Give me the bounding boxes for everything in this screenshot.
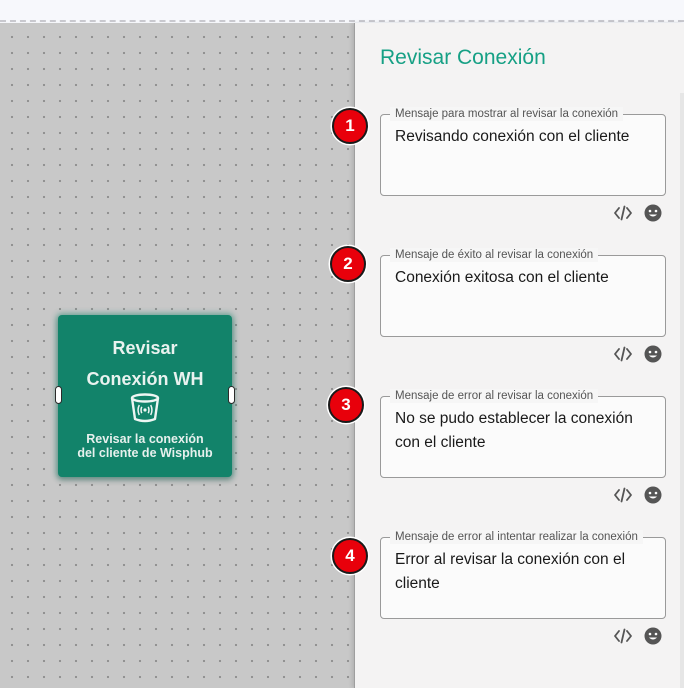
field-value[interactable]: Conexión exitosa con el cliente	[395, 269, 609, 286]
step-badge-2: 2	[330, 246, 366, 282]
field-value[interactable]: No se pudo establecer la conexión con el cliente	[395, 410, 633, 451]
emoji-icon[interactable]	[644, 627, 662, 645]
node-desc-line1: Revisar la conexión	[86, 432, 204, 446]
settings-panel	[341, 23, 684, 688]
step-badge-4: 4	[332, 538, 368, 574]
emoji-icon[interactable]	[644, 345, 662, 363]
message-field-attempt-error	[380, 530, 666, 619]
step-badge-3: 3	[328, 387, 364, 423]
emoji-icon[interactable]	[644, 486, 662, 504]
node-title	[58, 333, 232, 395]
message-field-success	[380, 248, 666, 337]
field-label: Mensaje de error al intentar realizar la conexión	[390, 530, 643, 544]
code-icon[interactable]	[614, 627, 632, 645]
flow-canvas[interactable]	[0, 23, 354, 688]
code-icon[interactable]	[614, 345, 632, 363]
code-icon[interactable]	[614, 486, 632, 504]
message-field-check	[380, 107, 666, 196]
panel-scrollbar[interactable]	[680, 93, 684, 688]
field-value[interactable]: Revisando conexión con el cliente	[395, 128, 630, 145]
node-desc-line2: del cliente de Wisphub	[77, 446, 213, 460]
node-description	[58, 432, 232, 460]
field-label: Mensaje de error al revisar la conexión	[390, 389, 598, 403]
message-field-error	[380, 389, 666, 478]
top-toolbar-strip	[0, 0, 684, 22]
field-label: Mensaje para mostrar al revisar la conexión	[390, 107, 623, 121]
node-title-line1: Revisar	[112, 338, 178, 358]
emoji-icon[interactable]	[644, 204, 662, 222]
router-cup-icon	[129, 392, 161, 424]
field-value[interactable]: Error al revisar la conexión con el cliente	[395, 551, 626, 592]
panel-title: Revisar Conexión	[380, 46, 546, 69]
code-icon[interactable]	[614, 204, 632, 222]
flow-node-revisar-conexion[interactable]	[58, 315, 232, 477]
node-title-line2: Conexión WH	[86, 369, 204, 389]
field-label: Mensaje de éxito al revisar la conexión	[390, 248, 598, 262]
step-badge-1: 1	[332, 108, 368, 144]
